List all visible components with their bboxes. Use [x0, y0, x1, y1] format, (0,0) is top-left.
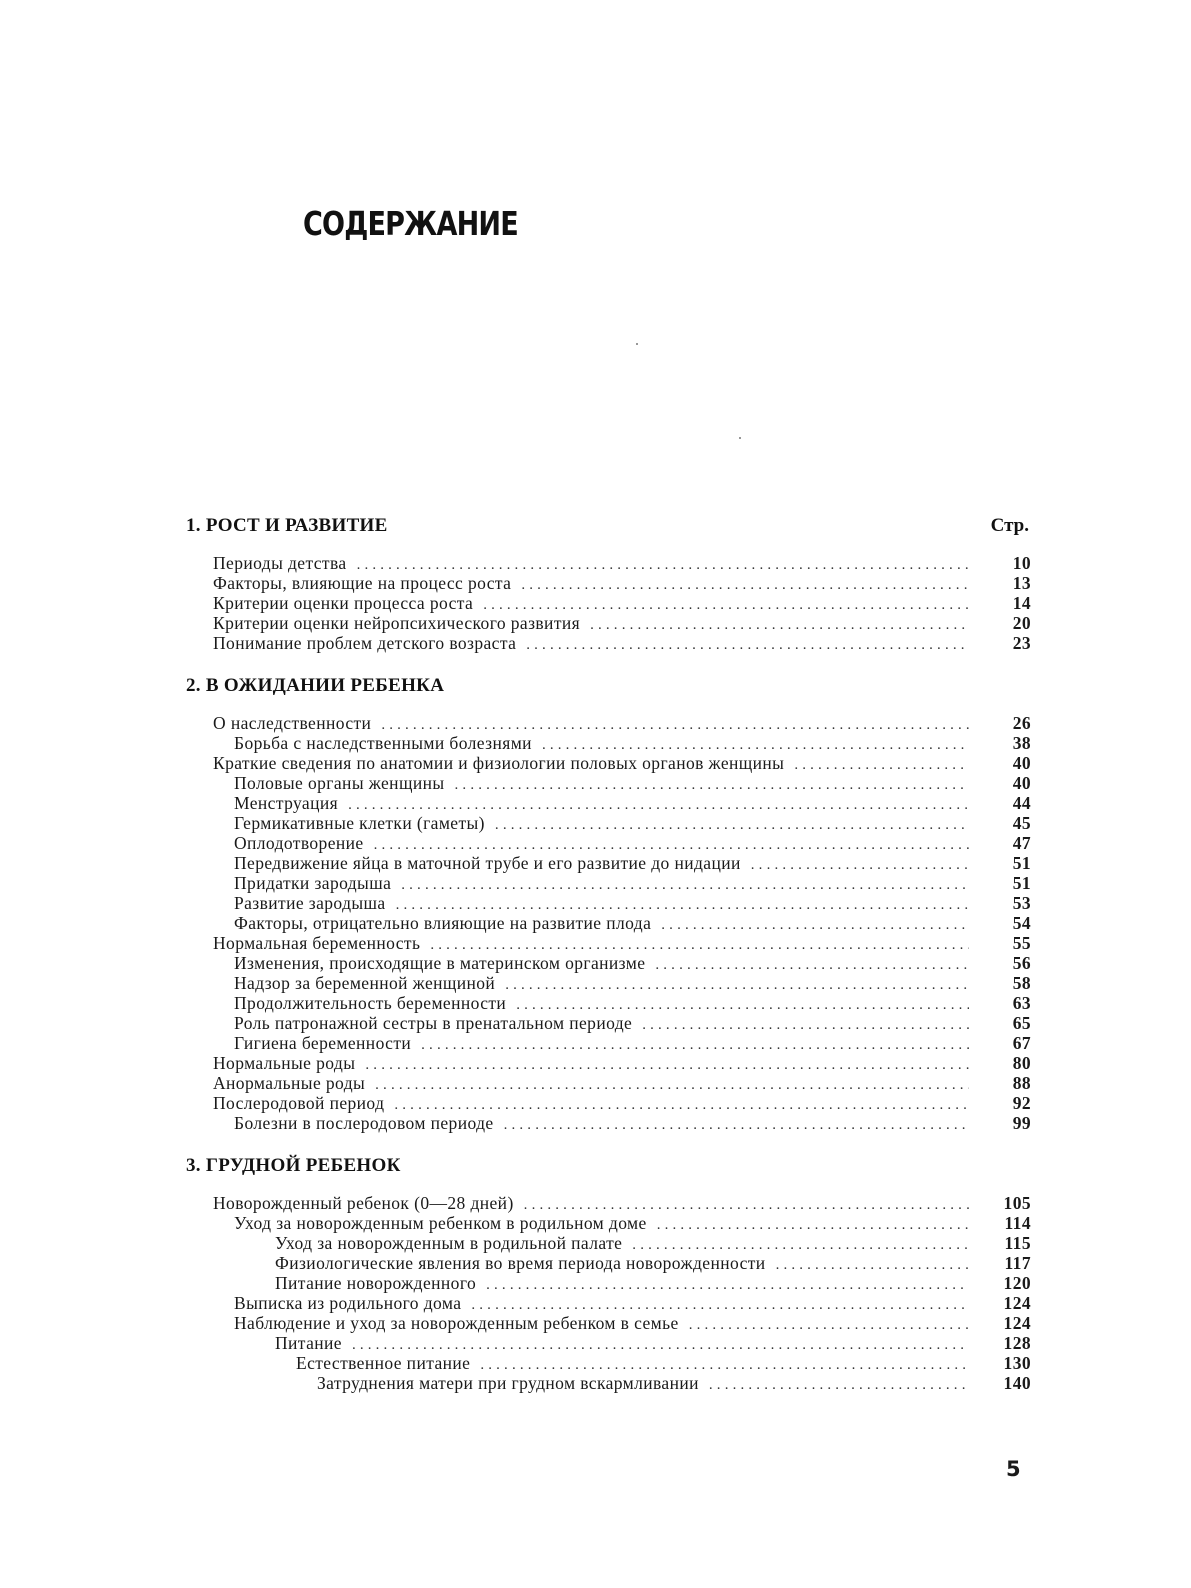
dot-leader	[542, 735, 969, 755]
toc-entry-page: 67	[1012, 1033, 1031, 1053]
toc-entry-page: 65	[1012, 1013, 1031, 1033]
dot-leader	[776, 1255, 969, 1275]
toc-entry-label: Придатки зародыша	[234, 873, 392, 893]
toc-entry-label: Роль патронажной сестры в пренатальном периоде	[234, 1013, 633, 1033]
toc-entry-page: 40	[1012, 773, 1031, 793]
dot-leader	[632, 1235, 969, 1255]
toc-entry	[186, 1193, 1031, 1213]
dot-leader	[401, 875, 969, 895]
toc-entry-page: 53	[1012, 893, 1031, 913]
toc-entry-page: 20	[1012, 613, 1031, 633]
toc-entry-page: 58	[1012, 973, 1031, 993]
toc-entry-page: 14	[1012, 593, 1031, 613]
toc-entry-label: Краткие сведения по анатомии и физиологии половых органов женщины	[213, 753, 785, 773]
toc-entry-page: 10	[1012, 553, 1031, 573]
toc-entry-page: 44	[1012, 793, 1031, 813]
toc-entry-label: Половые органы женщины	[234, 773, 445, 793]
table-of-contents	[186, 515, 1031, 1415]
dot-leader	[516, 995, 969, 1015]
toc-section	[186, 1155, 1031, 1393]
toc-entry	[186, 793, 1031, 813]
toc-entry-page: 117	[1004, 1253, 1031, 1273]
toc-entry-label: Надзор за беременной женщиной	[234, 973, 496, 993]
toc-entry	[186, 713, 1031, 733]
toc-entry-page: 51	[1012, 853, 1031, 873]
dot-leader	[483, 595, 969, 615]
toc-entry-page: 128	[1003, 1333, 1031, 1353]
toc-section	[186, 515, 1031, 653]
toc-entry-label: Питание новорожденного	[275, 1273, 477, 1293]
toc-entry-label: Критерии оценки нейропсихического развития	[213, 613, 581, 633]
scan-speck	[636, 343, 638, 345]
toc-entry-label: Факторы, отрицательно влияющие на развитие плода	[234, 913, 652, 933]
dot-leader	[751, 855, 969, 875]
toc-entry	[186, 1073, 1031, 1093]
toc-entry-label: Новорожденный ребенок (0—28 дней)	[213, 1193, 514, 1213]
toc-entry-page: 56	[1012, 953, 1031, 973]
dot-leader	[357, 555, 969, 575]
toc-entry-label: Затруднения матери при грудном вскармливании	[317, 1373, 699, 1393]
scan-speck	[739, 437, 741, 439]
toc-entry-label: Уход за новорожденным ребенком в родильном доме	[234, 1213, 647, 1233]
toc-entry-label: Физиологические явления во время периода новорожденности	[275, 1253, 766, 1273]
toc-entry-label: Продолжительность беременности	[234, 993, 507, 1013]
dot-leader	[348, 795, 969, 815]
toc-entry	[186, 953, 1031, 973]
toc-entry-label: Нормальные роды	[213, 1053, 356, 1073]
dot-leader	[486, 1275, 969, 1295]
toc-entry	[186, 833, 1031, 853]
toc-entry	[186, 873, 1031, 893]
section-heading-row	[186, 515, 1031, 537]
toc-entry	[186, 1213, 1031, 1233]
dot-leader	[504, 1115, 969, 1135]
dot-leader	[657, 1215, 969, 1235]
toc-entry-page: 105	[1003, 1193, 1031, 1213]
toc-entry-page: 23	[1012, 633, 1031, 653]
section-title: 1. РОСТ И РАЗВИТИЕ	[186, 515, 388, 536]
toc-entry-label: Уход за новорожденным в родильной палате	[275, 1233, 623, 1253]
toc-entry-label: Нормальная беременность	[213, 933, 421, 953]
dot-leader	[375, 1075, 969, 1095]
dot-leader	[661, 915, 969, 935]
toc-entry	[186, 1273, 1031, 1293]
toc-entry	[186, 1093, 1031, 1113]
toc-entry-page: 120	[1003, 1273, 1031, 1293]
toc-entry-page: 26	[1012, 713, 1031, 733]
toc-entry-label: Оплодотворение	[234, 833, 364, 853]
toc-entry	[186, 1293, 1031, 1313]
dot-leader	[480, 1355, 969, 1375]
toc-entry	[186, 973, 1031, 993]
toc-entry-label: Передвижение яйца в маточной трубе и его развитие до нидации	[234, 853, 741, 873]
toc-entry-page: 55	[1012, 933, 1031, 953]
section-title: 3. ГРУДНОЙ РЕБЕНОК	[186, 1155, 401, 1176]
toc-entry-page: 88	[1012, 1073, 1031, 1093]
toc-entry	[186, 553, 1031, 573]
toc-entry-label: Гигиена беременности	[234, 1033, 412, 1053]
dot-leader	[794, 755, 969, 775]
dot-leader	[421, 1035, 969, 1055]
toc-entry-label: Факторы, влияющие на процесс роста	[213, 573, 512, 593]
section-title: 2. В ОЖИДАНИИ РЕБЕНКА	[186, 675, 445, 696]
dot-leader	[689, 1315, 969, 1335]
toc-entry	[186, 933, 1031, 953]
page-number: 5	[1006, 1457, 1021, 1481]
dot-leader	[655, 955, 969, 975]
toc-entry	[186, 1253, 1031, 1273]
toc-entry	[186, 1333, 1031, 1353]
page-title: СОДЕРЖАНИЕ	[303, 204, 518, 243]
toc-entry-label: Болезни в послеродовом периоде	[234, 1113, 494, 1133]
toc-section	[186, 675, 1031, 1133]
toc-entry-label: Периоды детства	[213, 553, 347, 573]
toc-entry-label: Послеродовой период	[213, 1093, 385, 1113]
toc-entry	[186, 1033, 1031, 1053]
dot-leader	[590, 615, 969, 635]
toc-entry-page: 13	[1012, 573, 1031, 593]
dot-leader	[524, 1195, 969, 1215]
toc-entry	[186, 573, 1031, 593]
toc-entry-label: Анормальные роды	[213, 1073, 366, 1093]
toc-entry	[186, 1053, 1031, 1073]
dot-leader	[642, 1015, 969, 1035]
section-heading-row	[186, 1155, 1031, 1177]
toc-entry	[186, 1113, 1031, 1133]
dot-leader	[709, 1375, 969, 1395]
toc-entry-page: 40	[1012, 753, 1031, 773]
toc-entry-label: Выписка из родильного дома	[234, 1293, 462, 1313]
toc-entry-page: 80	[1012, 1053, 1031, 1073]
toc-entry-label: О наследственности	[213, 713, 372, 733]
toc-entry-page: 92	[1012, 1093, 1031, 1113]
toc-entry-page: 115	[1004, 1233, 1031, 1253]
toc-entry	[186, 633, 1031, 653]
dot-leader	[526, 635, 969, 655]
page-column-label: Стр.	[990, 515, 1029, 536]
toc-entry	[186, 893, 1031, 913]
toc-entry	[186, 773, 1031, 793]
toc-entry	[186, 1353, 1031, 1373]
toc-entry	[186, 853, 1031, 873]
toc-entry-page: 54	[1012, 913, 1031, 933]
toc-entry	[186, 593, 1031, 613]
dot-leader	[521, 575, 969, 595]
dot-leader	[394, 1095, 969, 1115]
dot-leader	[430, 935, 969, 955]
toc-entry-label: Гермикативные клетки (гаметы)	[234, 813, 485, 833]
toc-entry	[186, 913, 1031, 933]
dot-leader	[505, 975, 969, 995]
toc-entry-label: Наблюдение и уход за новорожденным ребенком в семье	[234, 1313, 679, 1333]
toc-entry-label: Питание	[275, 1333, 342, 1353]
dot-leader	[365, 1055, 969, 1075]
dot-leader	[352, 1335, 969, 1355]
dot-leader	[381, 715, 969, 735]
dot-leader	[396, 895, 969, 915]
toc-entry	[186, 1313, 1031, 1333]
toc-entry	[186, 1233, 1031, 1253]
toc-entry-page: 130	[1003, 1353, 1031, 1373]
toc-entry-label: Менструация	[234, 793, 339, 813]
toc-entry-label: Понимание проблем детского возраста	[213, 633, 517, 653]
toc-entry	[186, 733, 1031, 753]
toc-entry-label: Борьба с наследственными болезнями	[234, 733, 532, 753]
toc-entry-page: 63	[1012, 993, 1031, 1013]
toc-entry-page: 124	[1003, 1293, 1031, 1313]
dot-leader	[374, 835, 969, 855]
toc-entry	[186, 1013, 1031, 1033]
dot-leader	[495, 815, 969, 835]
toc-entry	[186, 753, 1031, 773]
toc-entry-label: Естественное питание	[296, 1353, 471, 1373]
dot-leader	[471, 1295, 969, 1315]
toc-entry-page: 51	[1012, 873, 1031, 893]
toc-entry	[186, 1373, 1031, 1393]
toc-entry-page: 140	[1003, 1373, 1031, 1393]
toc-entry-page: 124	[1003, 1313, 1031, 1333]
toc-entry-page: 99	[1012, 1113, 1031, 1133]
toc-entry	[186, 813, 1031, 833]
toc-entry	[186, 613, 1031, 633]
dot-leader	[455, 775, 969, 795]
toc-entry-label: Критерии оценки процесса роста	[213, 593, 474, 613]
toc-entry-page: 114	[1004, 1213, 1031, 1233]
toc-entry-page: 45	[1012, 813, 1031, 833]
section-heading-row	[186, 675, 1031, 697]
toc-entry-label: Развитие зародыша	[234, 893, 386, 913]
toc-entry-page: 47	[1012, 833, 1031, 853]
toc-entry-page: 38	[1012, 733, 1031, 753]
toc-entry-label: Изменения, происходящие в материнском организме	[234, 953, 646, 973]
toc-entry	[186, 993, 1031, 1013]
